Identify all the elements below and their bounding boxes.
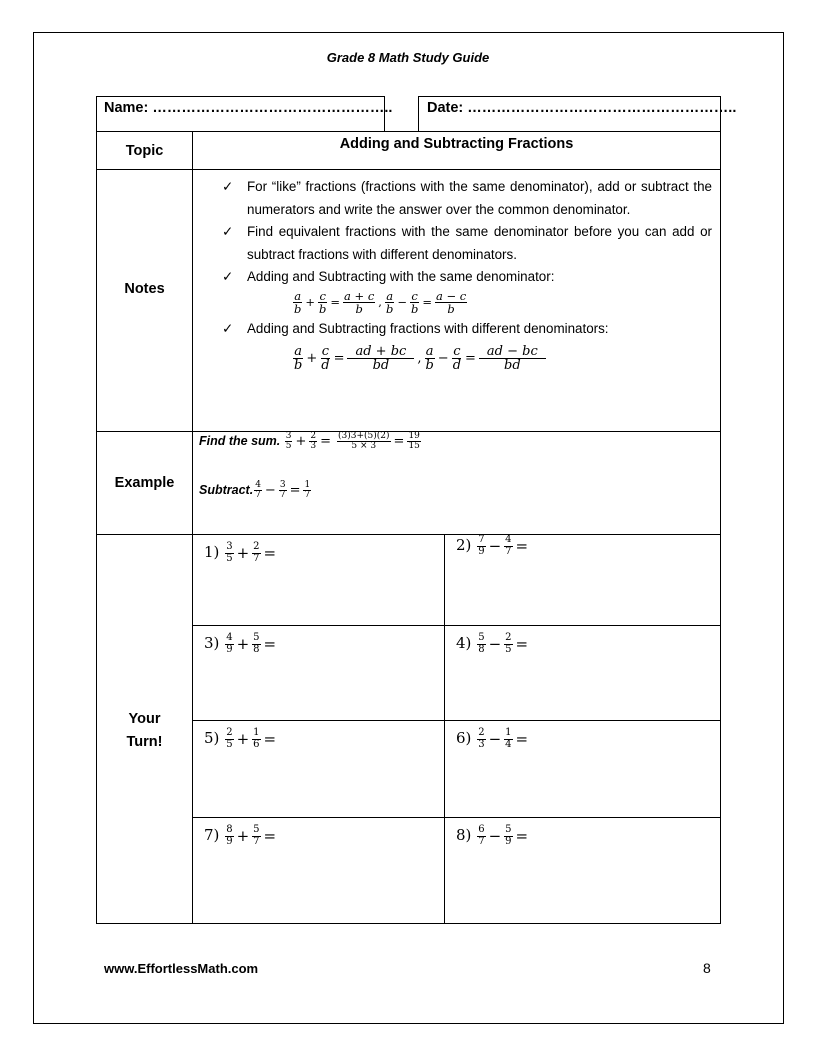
notes-label-cell	[96, 169, 193, 432]
notes-list	[222, 176, 712, 376]
problem-5: 5) $\frac{2}{5}$ + $\frac{1}{6}$ =	[204, 727, 277, 750]
note-item: ✓ For “like” fractions (fractions with the same denominator), add or subtract the numerators and write the answer over the common denominator.	[222, 176, 712, 221]
problem-6: 6) $\frac{2}{3}$ − $\frac{1}{4}$ =	[456, 727, 529, 750]
problem-8: 8) $\frac{6}{7}$ − $\frac{5}{9}$ =	[456, 824, 529, 847]
find-sum-label: Find the sum.	[199, 434, 281, 449]
page-title: Grade 8 Math Study Guide	[326, 50, 490, 65]
notes-label: Notes	[124, 281, 165, 297]
example-label: Example	[114, 475, 175, 491]
note-item: ✓ Find equivalent fractions with the same denominator before you can add or subtract fractions with different denominators.	[222, 221, 712, 266]
example-sum: Find the sum. $\frac{3}{5}$ + $\frac{2}{3}$ = $\frac{(3)3+(5)(2)}{5 \times 3}$ = $\frac{19}{15}$	[199, 431, 420, 452]
check-icon: ✓	[222, 269, 234, 285]
subtract-label: Subtract.	[199, 483, 254, 498]
check-icon: ✓	[222, 179, 234, 194]
problem-2: 2) $\frac{7}{9}$ − $\frac{4}{7}$ =	[456, 534, 529, 557]
check-icon: ✓	[222, 321, 234, 337]
name-field[interactable]: Name: …………………………………………..	[104, 100, 393, 116]
formula-different-denominator: $\frac{a}{b}$ + $\frac{c}{d}$ = $\frac{ad + bc}{bd}$ , $\frac{a}{b}$ − $\frac{c}{d}$ = $\frac{ad - bc}{bd}$	[222, 345, 712, 373]
footer-website: www.EffortlessMath.com	[104, 961, 259, 976]
page-number: 8	[703, 960, 711, 976]
problem-7: 7) $\frac{8}{9}$ + $\frac{5}{7}$ =	[204, 824, 277, 847]
check-icon: ✓	[222, 224, 234, 240]
formula-same-denominator: $\frac{a}{b}$ + $\frac{c}{b}$ = $\frac{a + c}{b}$ , $\frac{a}{b}$ − $\frac{c}{b}$ = $\frac{a - c}{b}$	[294, 288, 467, 317]
problem-3: 3) $\frac{4}{9}$ + $\frac{5}{8}$ =	[204, 632, 277, 655]
note-item: ✓ Adding and Subtracting fractions with different denominators:	[222, 318, 712, 341]
example-subtract: Subtract. $\frac{4}{7}$ − $\frac{3}{7}$ = $\frac{1}{7}$	[199, 480, 311, 501]
note-item: ✓ Adding and Subtracting with the same denominator:	[222, 266, 712, 289]
topic-label: Topic	[125, 143, 164, 159]
your-turn-label: Your Turn!	[126, 711, 163, 750]
topic-title: Adding and Subtracting Fractions	[339, 136, 574, 152]
problem-1: 1) $\frac{3}{5}$ + $\frac{2}{7}$ =	[204, 541, 277, 564]
problem-4: 4) $\frac{5}{8}$ − $\frac{2}{5}$ =	[456, 632, 529, 655]
date-field[interactable]: Date: ………………………………………………..	[427, 100, 737, 116]
